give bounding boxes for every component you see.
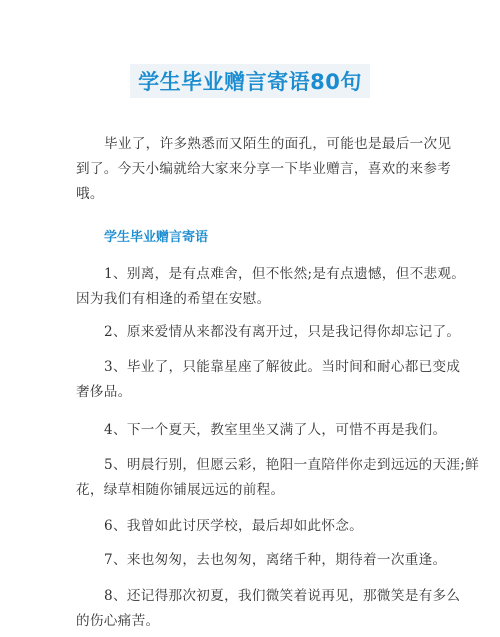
intro-line-2: 到了。今天小编就给大家来分享一下毕业赠言，喜欢的来参考 [76,161,452,177]
item-6-line-1: 6、我曾如此讨厌学校，最后却如此怀念。 [104,518,364,534]
list-item [76,320,461,345]
intro-line-1: 毕业了，许多熟悉而又陌生的面孔，可能也是最后一次见 [104,136,452,152]
item-4-line-1: 4、下一个夏天，教室里坐又满了人，可惜不再是我们。 [104,422,447,438]
list-item [76,262,466,312]
item-3-line-1: 3、毕业了，只能靠星座了解彼此。当时间和耐心都已变成 [104,359,461,375]
list-item [76,548,447,573]
item-8-line-1: 8、还记得那次初夏，我们微笑着说再见，那微笑是有多么 [104,588,461,604]
item-7-line-1: 7、来也匆匆，去也匆匆，离绪千种，期待着一次重逢。 [104,552,447,568]
list-item [76,418,447,443]
list-item [76,453,480,503]
item-1-line-2: 因为我们有相逢的希望在安慰。 [76,291,271,307]
section-subheading: 学生毕业赠言寄语 [104,230,209,245]
list-item [76,514,431,539]
article-title: 学生毕业赠言寄语80句 [130,64,370,98]
item-5-line-1: 5、明晨行别，但愿云彩，艳阳一直陪伴你走到远远的天涯;鲜 [104,457,480,473]
item-5-line-2: 花，绿草相随你铺展远远的前程。 [76,482,285,498]
item-2-line-1: 2、原来爱情从来都没有离开过，只是我记得你却忘记了。 [104,324,461,340]
item-3-line-2: 奢侈品。 [76,384,132,400]
list-item [76,584,461,634]
item-1-line-1: 1、别离，是有点难舍，但不怅然;是有点遗憾，但不悲观。 [104,266,466,282]
intro-paragraph [76,132,452,207]
intro-line-3: 哦。 [76,186,104,202]
list-item [76,355,461,405]
article-title-wrapper [0,64,500,98]
item-8-line-2: 的伤心痛苦。 [76,613,160,629]
